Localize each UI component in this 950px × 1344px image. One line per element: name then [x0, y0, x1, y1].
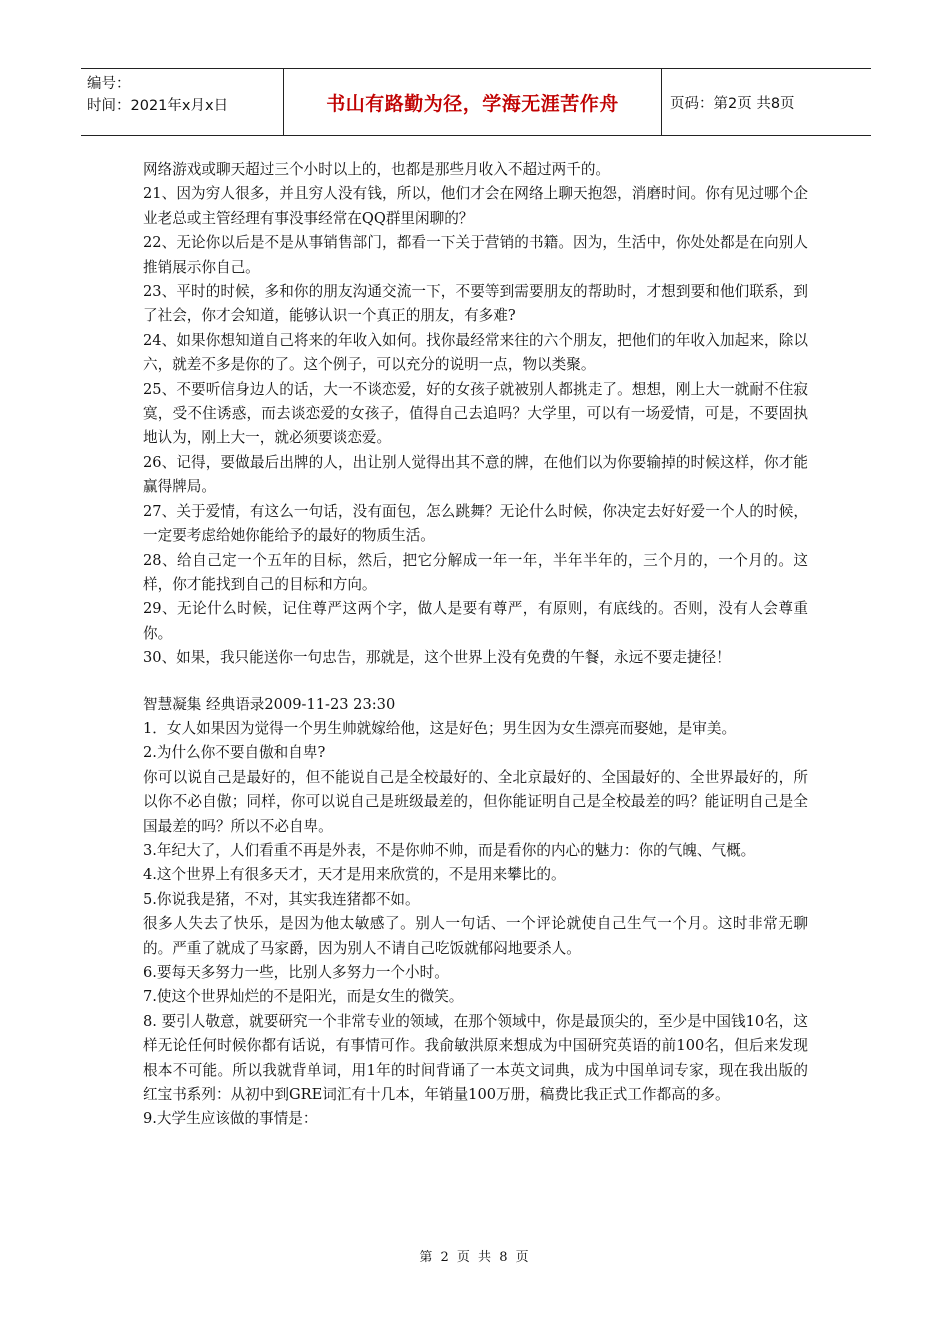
header-page-label: 页码：第2页 共8页 [670, 95, 795, 112]
paragraph: 你可以说自己是最好的，但不能说自己是全校最好的、全北京最好的、全国最好的、全世界最好的，所以你不必自傲；同样，你可以说自己是班级最差的，但你能证明自己是全校最差的吗？能证明自己是全国最差的吗？所以不必自卑。 [143, 768, 808, 835]
paragraph: 27、关于爱情，有这么一句话，没有面包，怎么跳舞？无论什么时候，你决定去好好爱一个人的时候，一定要考虑给她你能给予的最好的物质生活。 [143, 502, 808, 545]
document-date-label: 时间：2021年x月x日 [87, 98, 229, 114]
paragraph: 22、无论你以后是不是从事销售部门，都看一下关于营销的书籍。因为，生活中，你处处都是在向别人推销展示你自己。 [143, 234, 808, 276]
paragraph: 21、因为穷人很多，并且穷人没有钱，所以，他们才会在网络上聊天抱怨，消磨时间。你有见过哪个企业老总或主管经理有事没事经常在QQ群里闲聊的？ [143, 185, 808, 227]
document-body [143, 158, 808, 1132]
paragraph: 28、给自己定一个五年的目标，然后，把它分解成一年一年，半年半年的，三个月的，一个月的。这样，你才能找到自己的目标和方向。 [143, 551, 808, 593]
document-number-label: 编号： [87, 76, 131, 92]
paragraph: 26、记得，要做最后出牌的人，出让别人觉得出其不意的牌，在他们以为你要输掉的时候这样，你才能赢得牌局。 [143, 453, 808, 496]
section-heading: 智慧凝集 经典语录2009-11-23 23:30 [143, 695, 396, 713]
header-motto: 书山有路勤为径，学海无涯苦作舟 [326, 92, 619, 115]
paragraph: 30、如果，我只能送你一句忠告，那就是，这个世界上没有免费的午餐，永远不要走捷径！ [143, 649, 731, 667]
header-table [81, 68, 871, 136]
paragraph: 很多人失去了快乐，是因为他太敏感了。别人一句话、一个评论就使自己生气一个月。这时非常无聊的。严重了就成了马家爵，因为别人不请自己吃饭就郁闷地要杀人。 [143, 915, 808, 957]
paragraph: 1．女人如果因为觉得一个男生帅就嫁给他，这是好色；男生因为女生漂亮而娶她，是审美。 [143, 719, 737, 737]
paragraph: 25、不要听信身边人的话，大一不谈恋爱，好的女孩子就被别人都挑走了。想想，刚上大一就耐不住寂寞，受不住诱惑，而去谈恋爱的女孩子，值得自己去追吗？大学里，可以有一场爱情，可是，不要固执地认为，刚上大一，就必须要谈恋爱。 [143, 380, 808, 447]
header-meta-cell [81, 69, 284, 135]
paragraph: 网络游戏或聊天超过三个小时以上的，也都是那些月收入不超过两千的。 [143, 161, 611, 178]
page-footer: 第 2 页 共 8 页 [419, 1250, 531, 1265]
paragraph: 9.大学生应该做的事情是： [143, 1110, 318, 1128]
header-page-cell [662, 69, 871, 135]
paragraph: 4.这个世界上有很多天才，天才是用来欣赏的，不是用来攀比的。 [143, 866, 566, 884]
paragraph: 3.年纪大了，人们看重不再是外表，不是你帅不帅，而是看你的内心的魅力：你的气魄、气概。 [143, 841, 756, 859]
paragraph: 29、无论什么时候，记住尊严这两个字，做人是要有尊严，有原则，有底线的。否则，没有人会尊重你。 [143, 600, 808, 642]
paragraph: 23、平时的时候，多和你的朋友沟通交流一下，不要等到需要朋友的帮助时，才想到要和他们联系，到了社会，你才会知道，能够认识一个真正的朋友，有多难? [143, 283, 808, 325]
header-motto-cell [284, 69, 662, 135]
paragraph: 2.为什么你不要自傲和自卑? [143, 744, 326, 762]
paragraph: 7.使这个世界灿烂的不是阳光，而是女生的微笑。 [143, 988, 464, 1006]
paragraph: 6.要每天多努力一些，比别人多努力一个小时。 [143, 964, 449, 981]
paragraph: 5.你说我是猪，不对，其实我连猪都不如。 [143, 890, 420, 908]
paragraph: 8. 要引人敬意，就要研究一个非常专业的领域，在那个领域中，你是最顶尖的，至少是中国钱10名，这样无论任何时候你都有话说，有事情可作。我俞敏洪原来想成为中国研究英语的前100名，但后来发现根本不可能。所以我就背单词，用1年的时间背诵了一本英文词典，成为中国单词专家，现在我出版的红宝书系列：从初中到GRE词汇有十几本，年销量100万册，稿费比我正式工作都高的多。 [143, 1012, 808, 1104]
paragraph: 24、如果你想知道自己将来的年收入如何。找你最经常来往的六个朋友，把他们的年收入加起来，除以六，就差不多是你的了。这个例子，可以充分的说明一点，物以类聚。 [143, 331, 808, 374]
